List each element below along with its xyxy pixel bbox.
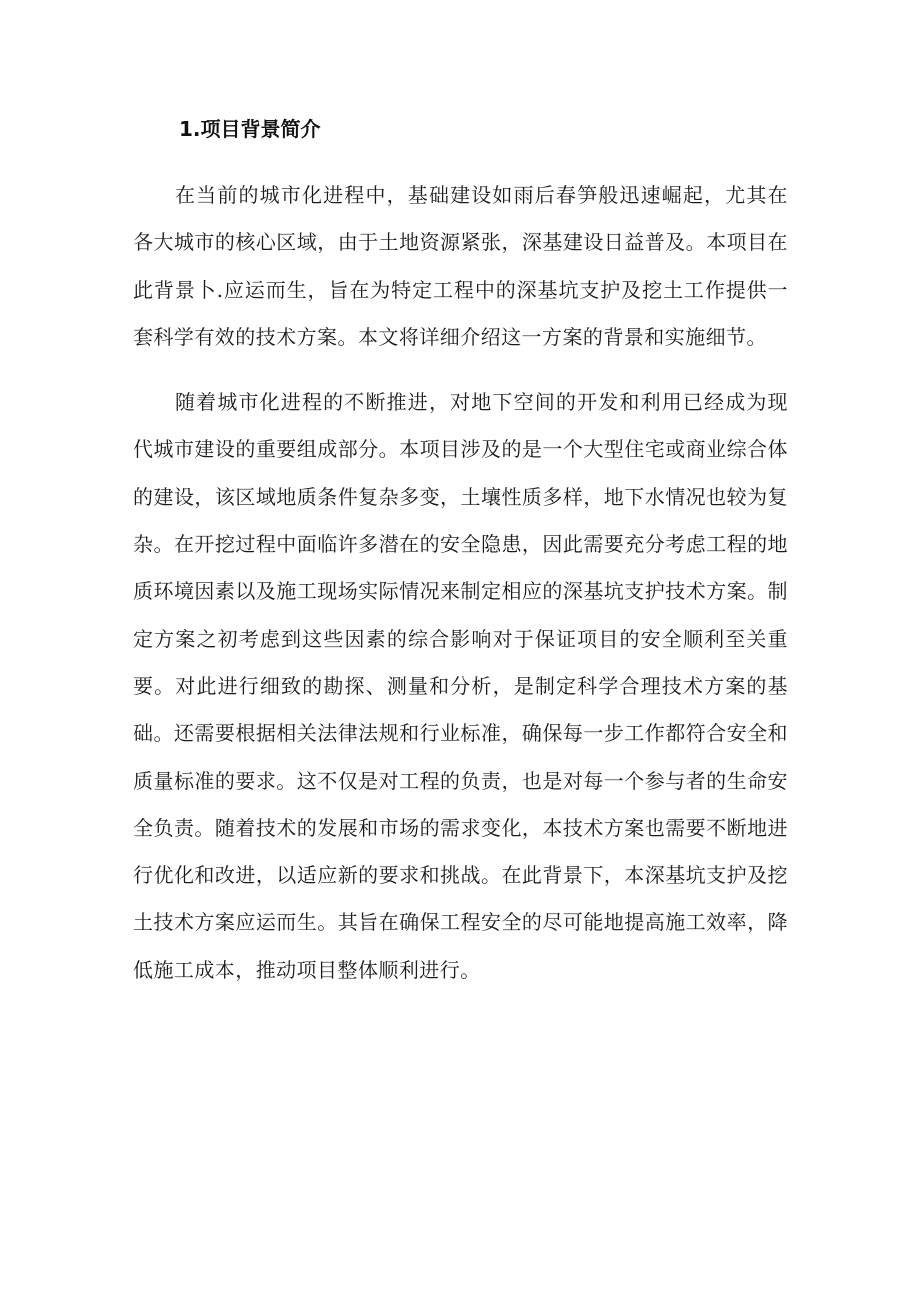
paragraph-2: 随着城市化进程的不断推进，对地下空间的开发和利用已经成为现代城市建设的重要组成部分。本项目涉及的是一个大型住宅或商业综合体的建设，该区域地质条件复杂多变，土壤性质多样，地下水情况也较为复杂。在开挖过程中面临许多潜在的安全隐患，因此需要充分考虑工程的地质环境因素以及施工现场实际情况来制定相应的深基坑支护技术方案。制定方案之初考虑到这些因素的综合影响对于保证项目的安全顺利至关重要。对此进行细致的勘探、测量和分析，是制定科学合理技术方案的基础。还需要根据相关法律法规和行业标准，确保每一步工作都符合安全和质量标准的要求。这不仅是对工程的负责，也是对每一个参与者的生命安全负责。随着技术的发展和市场的需求变化，本技术方案也需要不断地进行优化和改进，以适应新的要求和挑战。在此背景下，本深基坑支护及挖土技术方案应运而生。其旨在确保工程安全的尽可能地提高施工效率，降低施工成本，推动项目整体顺利进行。 xyxy=(133,390,788,982)
paragraph-1: 在当前的城市化进程中，基础建设如雨后春笋般迅速崛起，尤其在各大城市的核心区域，由于土地资源紧张，深基建设日益普及。本项目在此背景卜.应运而生，旨在为特定工程中的深基坑支护及挖土工作提供一套科学有效的技术方案。本文将详细介绍这一方案的背景和实施细节。 xyxy=(133,183,788,349)
section-heading: 1.项目背景简介 xyxy=(179,117,321,141)
page-content xyxy=(133,108,788,994)
